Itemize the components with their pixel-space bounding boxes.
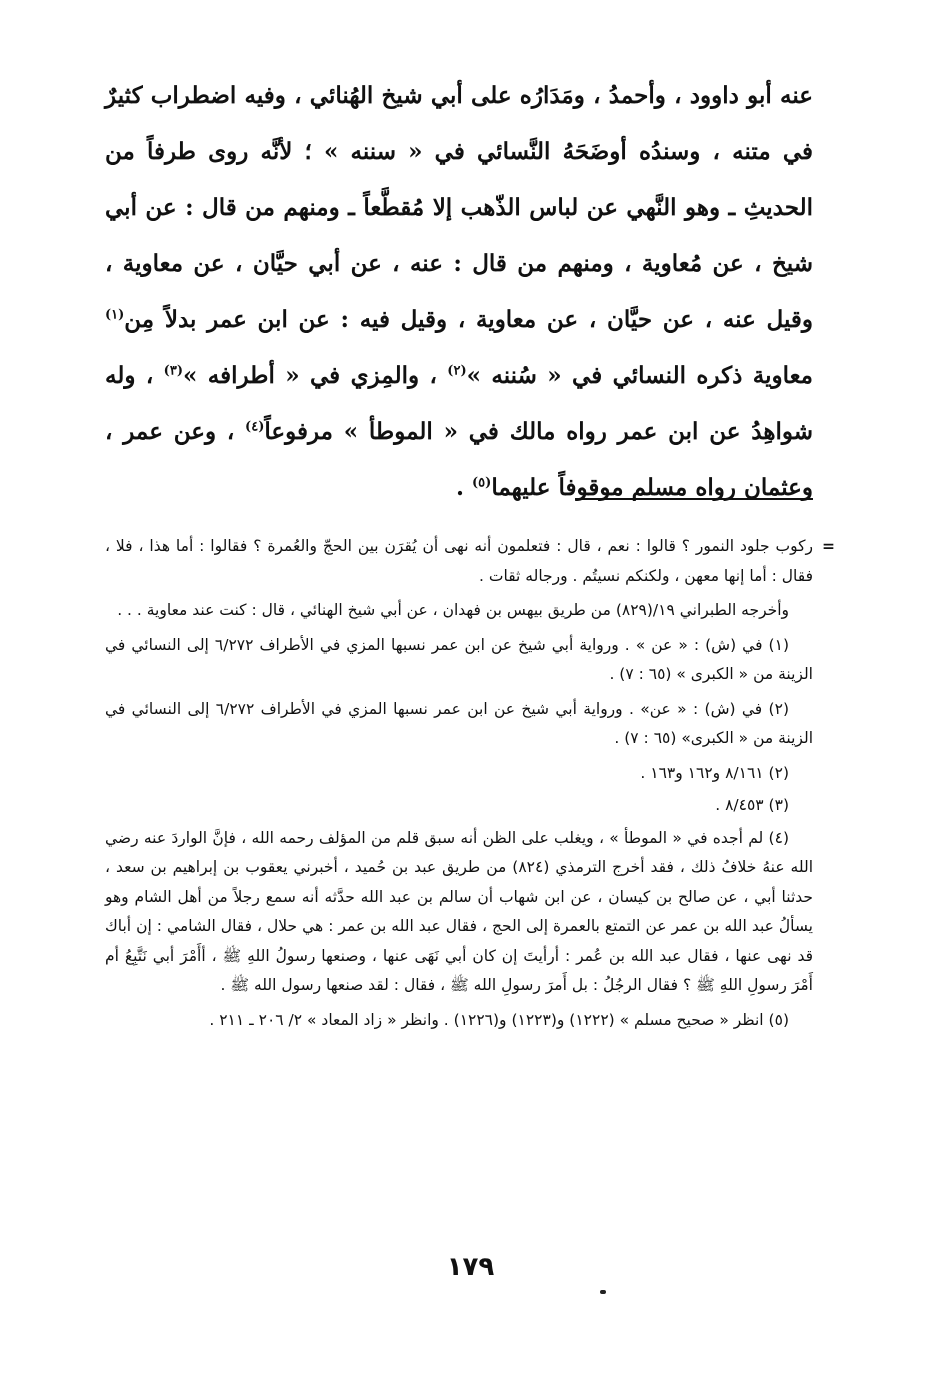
- main-text: [105, 68, 813, 516]
- print-speck: [600, 1290, 606, 1294]
- footnote-continuation: [105, 532, 835, 591]
- main-text-part: معاوية ذكره النسائي في « سُننه »: [466, 362, 814, 389]
- footnote-number: (٤): [768, 828, 789, 847]
- footnote-text: انظر « صحيح مسلم » (١٢٢٢) و(١٢٢٣) و(١٢٢٦) . وانظر « زاد المعاد » ٢/ ٢٠٦ ـ ٢١١ .: [209, 1010, 769, 1029]
- page-number: ١٧٩: [446, 1252, 495, 1282]
- footnote-number: (٢): [768, 699, 789, 718]
- footnote-2a: [105, 695, 813, 754]
- footnote-text: ركوب جلود النمور ؟ قالوا : نعم ، قال : فتعلمون أنه نهى أن يُقرَن بين الحجّ والعُمرة ؟ فقالوا : أما هذا ، فلا ، فقال : أما إنها معهن ، ولكنكم نسيتُم . ورجاله ثقات .: [105, 537, 813, 585]
- footnote-ref: (٣): [163, 363, 183, 379]
- footnote-text: في (ش) : « عن» . ورواية أبي شيخ عن ابن عمر نسبها المزي في الأطراف ٦/٢٧٢ إلى النسائي في الزينة من « الكبرى» (٦٥ : ٧) .: [105, 699, 813, 747]
- footnote-ref: (٤): [245, 419, 265, 435]
- footnotes: [105, 532, 835, 1040]
- footnote-text: ٨/٤٥٣ .: [715, 796, 769, 814]
- footnote-number: (٥): [768, 1010, 789, 1029]
- main-text-part: ، وله شواهِدُ عن ابن عمر رواه مالك في « الموطأ » مرفوعاً: [105, 362, 813, 445]
- footnote-tabarani: [105, 596, 813, 626]
- main-text-part: ، وعن عمر ، وعثمان رواه مسلم موقوفاً عليهما: [105, 418, 813, 501]
- footnote-text: في (ش) : « عن » . ورواية أبي شيخ عن ابن عمر نسبها المزي في الأطراف ٦/٢٧٢ إلى النسائي في الزينة من « الكبرى » (٦٥ : ٧) .: [105, 635, 813, 683]
- footnote-ref: (٥): [472, 475, 492, 491]
- footnote-number: (١): [768, 635, 789, 654]
- continuation-mark: =: [822, 537, 835, 555]
- footnote-text: ٨/١٦١ و١٦٢ و١٦٣ .: [640, 763, 769, 782]
- main-text-part: .: [456, 474, 473, 501]
- footnote-3: [105, 791, 813, 821]
- footnote-text: وأخرجه الطبراني ١٩/(٨٢٩) من طريق بيهس بن فهدان ، عن أبي شيخ الهنائي ، قال : كنت عند معاوية . . .: [117, 601, 789, 619]
- footnote-ref: (٢): [447, 363, 467, 379]
- footnote-1: [105, 631, 813, 690]
- footnote-ref: (١): [105, 307, 125, 323]
- footnote-number: (٣): [768, 796, 789, 814]
- footnote-4: [105, 824, 813, 1001]
- main-text-part: عنه أبو داوود ، وأحمدُ ، ومَدَارُه على أبي شيخ الهُنائي ، وفيه اضطراب كثيرٌ في متنه ، وسندُه أوضَحَهُ النَّسائي في « سننه » ؛ لأنَّه روى طرفاً من الحديثِ ـ وهو النَّهي عن لباس الذّهب إلا مُقطَّعاً ـ ومنهم من قال : عن أبي شيخ ، عن مُعاوية ، ومنهم من قال : عنه ، عن أبي حيَّان ، عن معاوية ، وقيل عنه ، عن حيَّان ، عن معاوية ، وقيل فيه : عن ابن عمر بدلاً مِن: [105, 82, 814, 333]
- main-text-part: ، والمِزي في « أطرافه »: [182, 362, 448, 389]
- footnote-5: [105, 1006, 813, 1036]
- footnote-2b: [105, 759, 813, 789]
- footnote-number: (٢): [768, 763, 789, 782]
- footnote-text: لم أجده في « الموطأ » ، ويغلب على الظن أنه سبق قلم من المؤلف رحمه الله ، فإنَّ الواردَ عنه رضي الله عنهُ خلافُ ذلك ، فقد أخرج الترمذي (٨٢٤) من طريق عبد بن حُميد ، أخبرني يعقوب بن إبراهيم بن سعد ، حدثنا أبي ، عن صالح بن كيسان ، عن ابن شهاب أن سالم بن عبد الله حدَّثه أنه سمع رجلاً من أهل الشام وهو يسألُ عبد الله بن عمر عن التمتع بالعمرة إلى الحج ، فقال عبد الله بن عمر : هي حلال ، فقال الشامي : إن أباك قد نهى عنها ، فقال عبد الله بن عُمر : أرأيتَ إن كان أبي نَهَى عنها ، وصنعها رسولُ اللهِ ﷺ ، أأَمْرَ أبي نَتَّبِعُ أم أَمْرَ رسولِ اللهِ ﷺ ؟ فقال الرجُلُ : بل أَمرَ رسولِ الله ﷺ ، فقال : لقد صنعها رسول الله ﷺ .: [105, 828, 814, 994]
- footnote-separator: [575, 498, 813, 500]
